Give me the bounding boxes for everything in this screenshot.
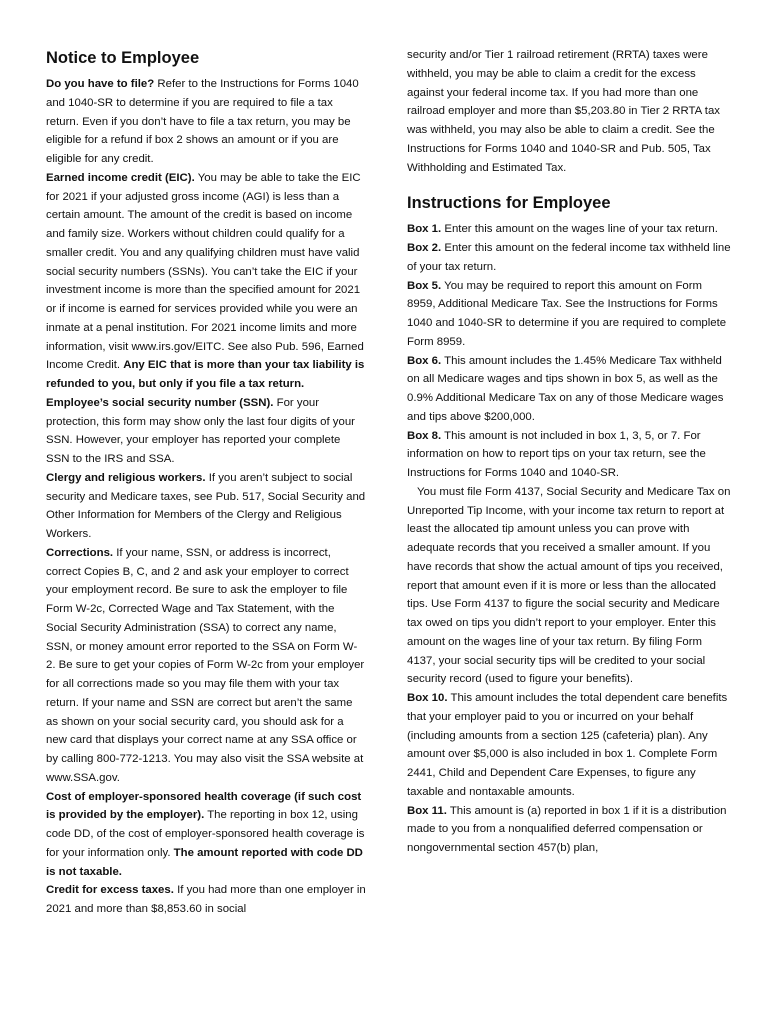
box-11-paragraph: Box 11. This amount is (a) reported in box 1 if it is a distribution made to you from a nonqualified deferred compensation or nongovernmental section 457(b) plan, bbox=[407, 804, 727, 854]
eic-paragraph: Earned income credit (EIC). You may be able to take the EIC for 2021 if your adjusted gross income (AGI) is less than a certain amount. The amount of the credit is based on income and family size. Workers without children could qualify for a smaller credit. You and any qualifying children must have valid social security numbers (SSNs). You can’t take the EIC if your investment income is more than the specified amount for 2021 or if income is earned for services provided while you were an inmate at a penal institution. For 2021 income limits and more information, visit www.irs.gov/EITC. See also Pub. 596, Earned Income Credit. Any EIC that is more than your tax liability is refunded to you, but only if you file a tax return. bbox=[46, 171, 365, 390]
box-1-paragraph: Box 1. Enter this amount on the wages line of your tax return. bbox=[407, 223, 718, 236]
clergy-paragraph: Clergy and religious workers. If you aren’t subject to social security and Medicare taxes, see Pub. 517, Social Security and Other Information for Members of the Clergy and Religious Workers. bbox=[46, 471, 366, 540]
instructions-heading: Instructions for Employee bbox=[407, 194, 611, 213]
box-2-paragraph: Box 2. Enter this amount on the federal income tax withheld line of your tax return. bbox=[407, 242, 731, 273]
box-5-paragraph: Box 5. You may be required to report this amount on Form 8959, Additional Medicare Tax. See the Instructions for Forms 1040 and 1040-SR to determine if you are required to complete Form 8959. bbox=[407, 279, 727, 348]
file-requirement-paragraph: Do you have to file? Refer to the Instructions for Forms 1040 and 1040-SR to determine if you are required to file a tax return. Even if you don’t have to file a tax return, you may be eligible for a refund if box 2 shows an amount or if you are eligible for any credit. bbox=[46, 78, 359, 165]
health-coverage-paragraph: Cost of employer-sponsored health coverage (if such cost is provided by the employer). The reporting in box 12, using code DD, of the cost of employer-sponsored health coverage is for your information only. The amount reported with code DD is not taxable. bbox=[46, 790, 365, 878]
excess-taxes-continuation: security and/or Tier 1 railroad retirement (RRTA) taxes were withheld, you may be able to claim a credit for the excess against your federal income tax. If you had more than one railroad employer and more than $5,203.80 in Tier 2 RRTA tax was withheld, you may also be able to claim a credit. See the Instructions for Forms 1040 and 1040-SR and Pub. 505, Tax Withholding and Estimated Tax. bbox=[407, 49, 720, 174]
form-4137-paragraph: You must file Form 4137, Social Security and Medicare Tax on Unreported Tip Income, with your income tax return to report at least the allocated tip amount unless you can prove with adequate records that you received a smaller amount. If you have records that show the actual amount of tips you received, report that amount even if it is more or less than the allocated tips. Use Form 4137 to figure the social security and Medicare tax owed on tips you didn’t report to your employer. Enter this amount on the wages line of your tax return. By filing Form 4137, your social security tips will be credited to your social security record (used to figure your benefits). bbox=[407, 485, 731, 686]
left-column bbox=[46, 46, 366, 919]
notice-heading: Notice to Employee bbox=[46, 49, 200, 67]
box-10-paragraph: Box 10. This amount includes the total dependent care benefits that your employer paid to you or incurred on your behalf (including amounts from a section 125 (cafeteria) plan). Any amount over $5,000 is also included in box 1. Complete Form 2441, Child and Dependent Care Expenses, to figure any taxable and nontaxable amounts. bbox=[407, 692, 728, 798]
ssn-paragraph: Employee’s social security number (SSN). For your protection, this form may show only the last four digits of your SSN. However, your employer has reported your complete SSN to the IRS and SSA. bbox=[46, 396, 355, 465]
corrections-paragraph: Corrections. If your name, SSN, or address is incorrect, correct Copies B, C, and 2 and ask your employer to correct your employment record. Be sure to ask the employer to file Form W-2c, Corrected Wage and Tax Statement, with the Social Security Administration (SSA) to correct any name, SSN, or money amount error reported to the SSA on Form W-2. Be sure to get your copies of Form W-2c from your employer for all corrections made so you may file them with your tax return. If your name and SSN are correct but aren’t the same as shown on your social security card, you should ask for a new card that displays your correct name at any SSA office or by calling 800-772-1213. You may also visit the SSA website at www.SSA.gov. bbox=[46, 546, 365, 784]
excess-taxes-paragraph: Credit for excess taxes. If you had more than one employer in 2021 and more than $8,853.60 in social bbox=[46, 884, 366, 915]
right-column bbox=[407, 46, 731, 858]
box-6-paragraph: Box 6. This amount includes the 1.45% Medicare Tax withheld on all Medicare wages and tips shown in box 5, as well as the 0.9% Additional Medicare Tax on any of those Medicare wages and tips above $200,000. bbox=[407, 354, 724, 423]
box-8-paragraph: Box 8. This amount is not included in box 1, 3, 5, or 7. For information on how to report tips on your tax return, see the Instructions for Forms 1040 and 1040-SR. bbox=[407, 429, 706, 479]
